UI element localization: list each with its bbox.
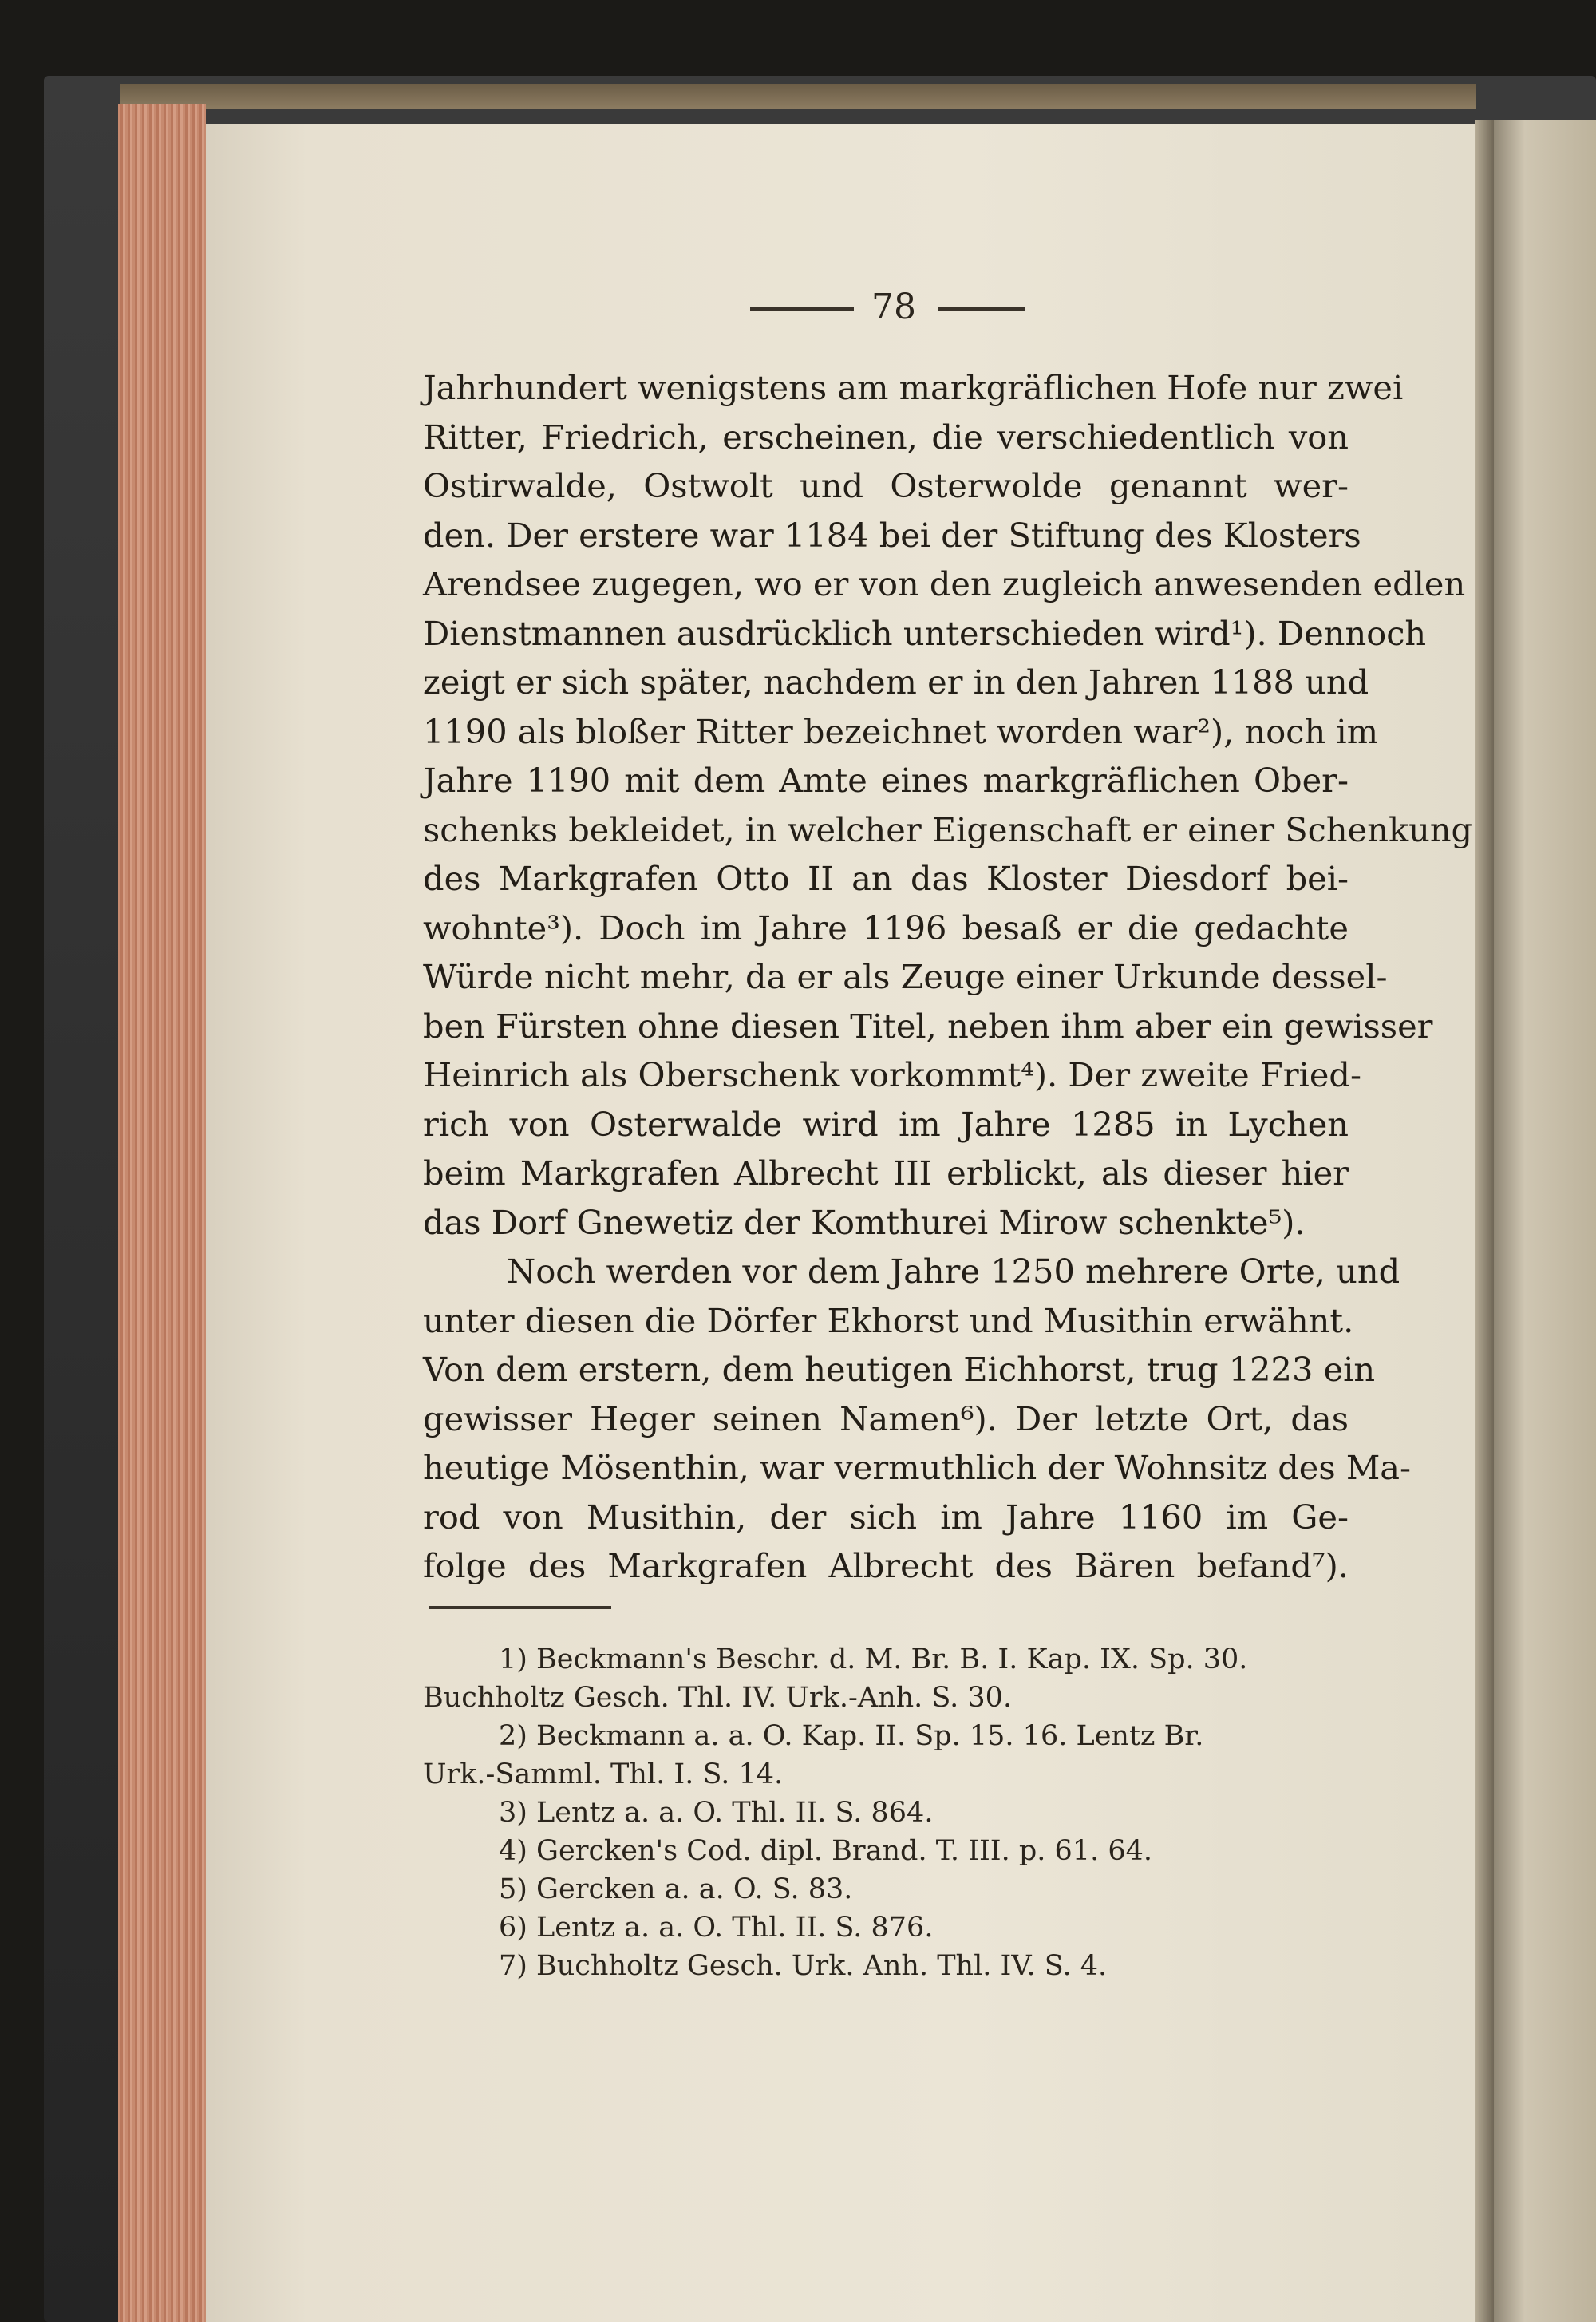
text-line: rod von Musithin, der sich im Jahre 1160 im Ge- (423, 1497, 1349, 1537)
page-header (718, 283, 1053, 331)
text-line: gewisser Heger seinen Namen⁶). Der letzte Ort, das (423, 1398, 1349, 1438)
main-text (423, 363, 1473, 1591)
text-line: Ritter, Friedrich, erscheinen, die verschiedentlich von (423, 417, 1349, 457)
text-line: den. Der erstere war 1184 bei der Stiftung des Klosters (423, 515, 1361, 555)
footnote-line: 4) Gercken's Cod. dipl. Brand. T. III. p. 61. 64. (499, 1835, 1152, 1867)
text-line: beim Markgrafen Albrecht III erblickt, als dieser hier (423, 1153, 1349, 1193)
footnote-line: 7) Buchholtz Gesch. Urk. Anh. Thl. IV. S. 4. (499, 1950, 1108, 1982)
text-line: Jahrhundert wenigstens am markgräflichen Hofe nur zwei (423, 368, 1404, 407)
header-rule-left (750, 307, 854, 311)
footnote-line: 5) Gercken a. a. O. S. 83. (499, 1873, 853, 1905)
text-line: ben Fürsten ohne diesen Titel, neben ihm aber ein gewisser (423, 1006, 1433, 1046)
text-line: Heinrich als Oberschenk vorkommt⁴). Der zweite Fried- (423, 1055, 1361, 1094)
text-line: das Dorf Gnewetiz der Komthurei Mirow schenkte⁵). (423, 1202, 1306, 1242)
footnote-line: Buchholtz Gesch. Thl. IV. Urk.-Anh. S. 30. (423, 1682, 1013, 1714)
text-line: Von dem erstern, dem heutigen Eichhorst, trug 1223 ein (423, 1350, 1376, 1389)
footnote-line: 3) Lentz a. a. O. Thl. II. S. 864. (499, 1797, 934, 1829)
header-rule-right (938, 307, 1025, 311)
footnotes (423, 1640, 1353, 1985)
text-line: unter diesen die Dörfer Ekhorst und Musithin erwähnt. (423, 1300, 1354, 1340)
book-top-edge (120, 84, 1476, 109)
text-line: schenks bekleidet, in welcher Eigenschaft er einer Schenkung (423, 809, 1473, 849)
text-line: heutige Mösenthin, war vermuthlich der Wohnsitz des Ma- (423, 1448, 1412, 1487)
footnote-rule (429, 1606, 611, 1609)
text-line: zeigt er sich später, nachdem er in den Jahren 1188 und (423, 663, 1369, 702)
footnote-line: 2) Beckmann a. a. O. Kap. II. Sp. 15. 16. Lentz Br. (499, 1720, 1204, 1752)
text-line: 1190 als bloßer Ritter bezeichnet worden war²), noch im (423, 711, 1379, 751)
page-stack-edge (118, 104, 206, 2322)
page-number: 78 (871, 287, 916, 327)
facing-page-edge (1494, 120, 1596, 2322)
text-line: wohnte³). Doch im Jahre 1196 besaß er die gedachte (423, 908, 1349, 947)
book-gutter (1475, 120, 1494, 2322)
text-line: Jahre 1190 mit dem Amte eines markgräflichen Ober- (423, 761, 1349, 800)
text-line: rich von Osterwalde wird im Jahre 1285 in Lychen (423, 1104, 1349, 1144)
footnote-line: Urk.-Samml. Thl. I. S. 14. (423, 1758, 784, 1790)
text-line: Dienstmannen ausdrücklich unterschieden wird¹). Dennoch (423, 613, 1427, 653)
text-line: Arendsee zugegen, wo er von den zugleich anwesenden edlen (423, 564, 1466, 603)
text-line: Ostirwalde, Ostwolt und Osterwolde genannt wer- (423, 466, 1349, 505)
footnote-line: 1) Beckmann's Beschr. d. M. Br. B. I. Kap. IX. Sp. 30. (499, 1644, 1248, 1675)
text-line: des Markgrafen Otto II an das Kloster Diesdorf bei- (423, 859, 1349, 898)
text-line: folge des Markgrafen Albrecht des Bären befand⁷). (423, 1546, 1349, 1585)
text-line: Noch werden vor dem Jahre 1250 mehrere Orte, und (507, 1252, 1400, 1291)
text-line: Würde nicht mehr, da er als Zeuge einer Urkunde dessel- (423, 957, 1388, 996)
footnote-line: 6) Lentz a. a. O. Thl. II. S. 876. (499, 1912, 934, 1944)
